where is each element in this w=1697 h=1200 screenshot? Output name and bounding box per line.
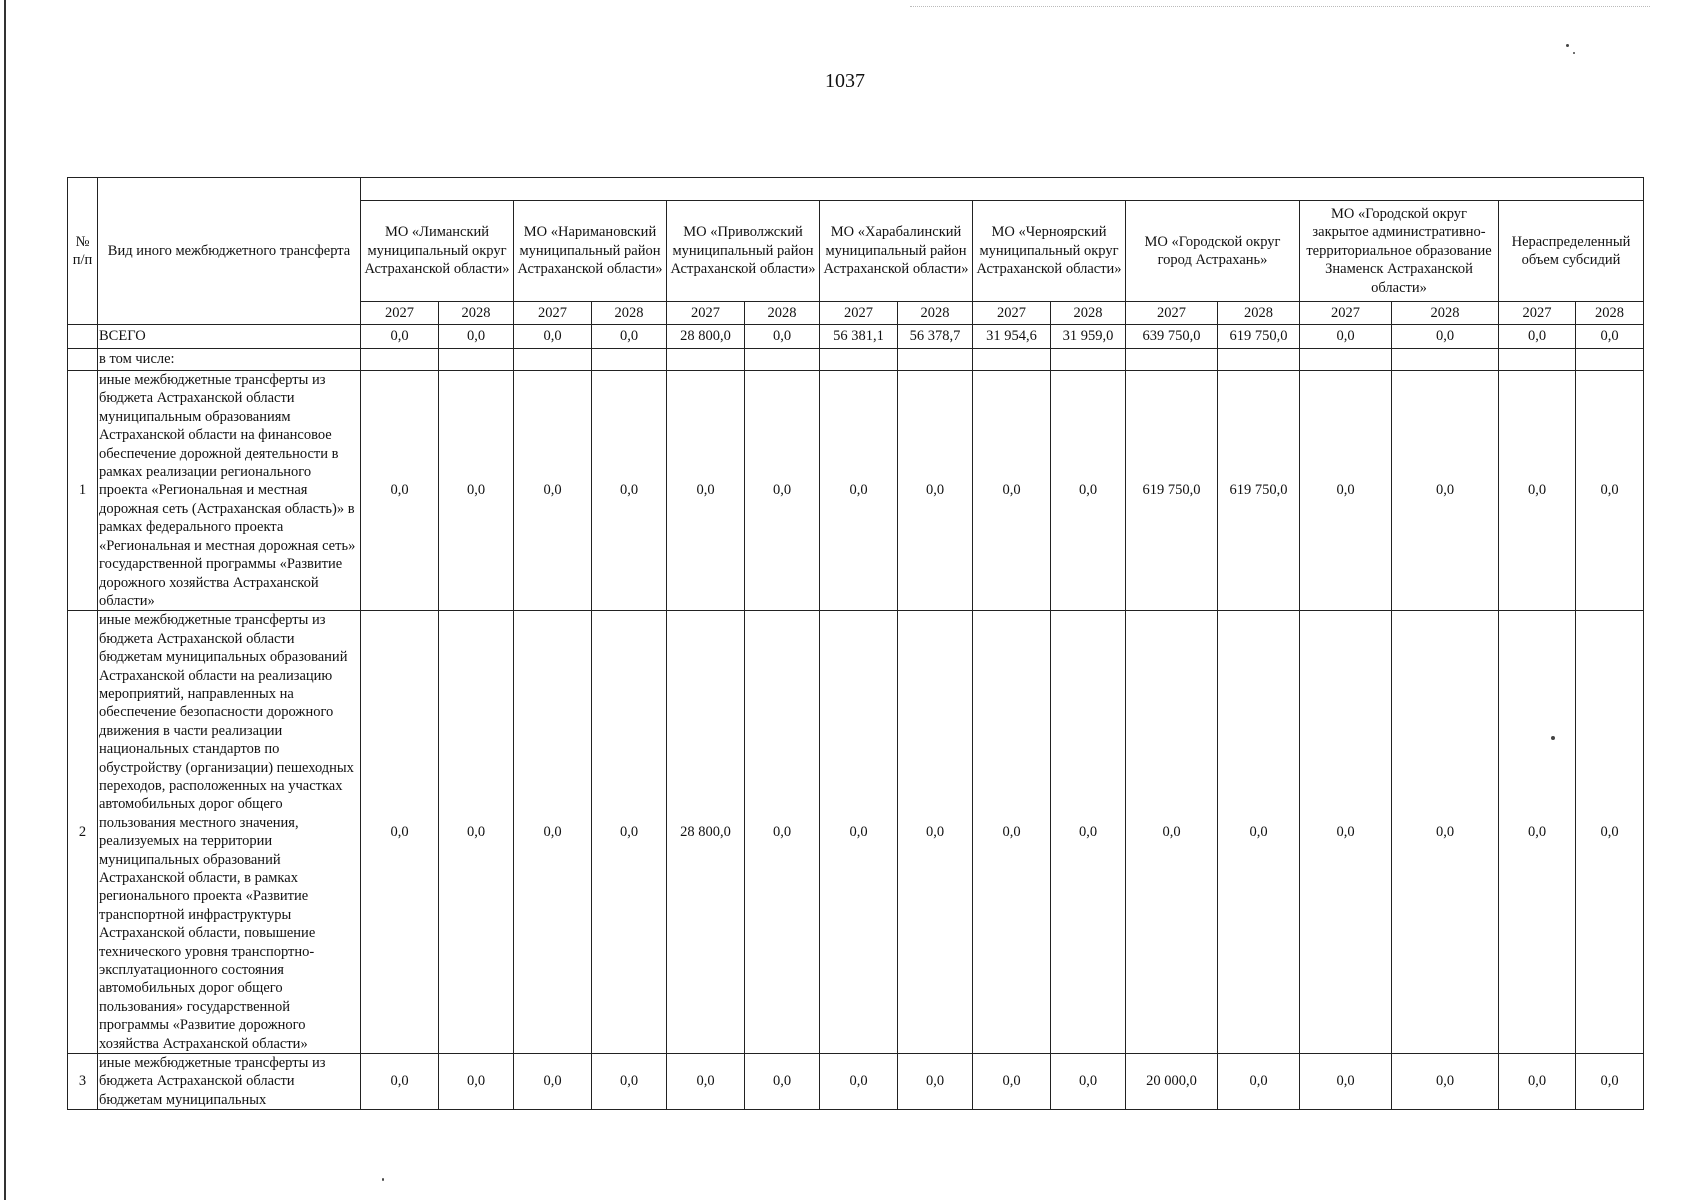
year-header: 2027 bbox=[1300, 302, 1392, 325]
row-value: 0,0 bbox=[1218, 1054, 1300, 1110]
row-value: 0,0 bbox=[1218, 611, 1300, 1054]
empty-cell bbox=[514, 349, 592, 371]
including-label: в том числе: bbox=[98, 349, 361, 371]
transfer-description: иные межбюджетные трансферты из бюджета Астраханской области бюджетам муниципальных bbox=[98, 1054, 361, 1110]
municipality-header: МО «Черноярский муниципальный округ Астраханской области» bbox=[973, 201, 1126, 302]
header-type-cell bbox=[98, 178, 361, 325]
empty-cell bbox=[1218, 349, 1300, 371]
transfer-row bbox=[68, 371, 1644, 611]
row-value: 0,0 bbox=[1499, 1054, 1576, 1110]
total-value: 56 381,1 bbox=[820, 325, 898, 349]
transfer-row bbox=[68, 611, 1644, 1054]
row-value: 619 750,0 bbox=[1126, 371, 1218, 611]
total-value: 639 750,0 bbox=[1126, 325, 1218, 349]
empty-cell bbox=[1499, 349, 1576, 371]
empty-cell bbox=[439, 349, 514, 371]
total-value: 28 800,0 bbox=[667, 325, 745, 349]
row-value: 0,0 bbox=[1576, 1054, 1644, 1110]
row-value: 0,0 bbox=[1499, 371, 1576, 611]
row-value: 0,0 bbox=[667, 371, 745, 611]
municipality-header: МО «Харабалинский муниципальный район Астраханской области» bbox=[820, 201, 973, 302]
row-value: 28 800,0 bbox=[667, 611, 745, 1054]
empty-cell bbox=[1051, 349, 1126, 371]
row-value: 0,0 bbox=[1126, 611, 1218, 1054]
row-value: 0,0 bbox=[439, 371, 514, 611]
row-value: 0,0 bbox=[514, 371, 592, 611]
scan-speck bbox=[382, 1178, 384, 1181]
total-value: 0,0 bbox=[745, 325, 820, 349]
empty-cell bbox=[667, 349, 745, 371]
year-header: 2028 bbox=[1218, 302, 1300, 325]
row-value: 0,0 bbox=[1051, 1054, 1126, 1110]
total-value: 31 959,0 bbox=[1051, 325, 1126, 349]
row-number: 1 bbox=[68, 371, 98, 611]
row-value: 0,0 bbox=[1051, 611, 1126, 1054]
empty-cell bbox=[361, 349, 439, 371]
header-group-cell bbox=[361, 178, 1644, 201]
row-value: 0,0 bbox=[592, 1054, 667, 1110]
year-header: 2028 bbox=[1392, 302, 1499, 325]
municipality-header: Нераспределенный объем субсидий bbox=[1499, 201, 1644, 302]
total-value: 31 954,6 bbox=[973, 325, 1051, 349]
including-num-cell bbox=[68, 349, 98, 371]
row-value: 0,0 bbox=[1392, 1054, 1499, 1110]
empty-cell bbox=[1300, 349, 1392, 371]
municipality-header: МО «Городской округ закрытое административно-территориальное образование Знаменск Астраханской области» bbox=[1300, 201, 1499, 302]
row-value: 0,0 bbox=[514, 1054, 592, 1110]
total-value: 0,0 bbox=[361, 325, 439, 349]
total-value: 619 750,0 bbox=[1218, 325, 1300, 349]
year-header: 2027 bbox=[820, 302, 898, 325]
row-value: 0,0 bbox=[1392, 371, 1499, 611]
row-value: 0,0 bbox=[1576, 371, 1644, 611]
row-value: 0,0 bbox=[745, 371, 820, 611]
year-header: 2028 bbox=[1576, 302, 1644, 325]
row-value: 0,0 bbox=[898, 1054, 973, 1110]
total-row bbox=[68, 325, 1644, 349]
header-type-label: Вид иного межбюджетного трансферта bbox=[107, 242, 351, 259]
empty-cell bbox=[973, 349, 1051, 371]
total-value: 0,0 bbox=[592, 325, 667, 349]
row-value: 0,0 bbox=[820, 1054, 898, 1110]
scan-left-edge-line bbox=[4, 0, 6, 1200]
year-header: 2027 bbox=[973, 302, 1051, 325]
empty-cell bbox=[898, 349, 973, 371]
scan-speck bbox=[1566, 44, 1569, 47]
empty-cell bbox=[1126, 349, 1218, 371]
row-value: 0,0 bbox=[973, 1054, 1051, 1110]
municipality-header: МО «Городской округ город Астрахань» bbox=[1126, 201, 1300, 302]
empty-cell bbox=[820, 349, 898, 371]
year-header: 2027 bbox=[1126, 302, 1218, 325]
including-row bbox=[68, 349, 1644, 371]
total-value: 0,0 bbox=[514, 325, 592, 349]
row-value: 0,0 bbox=[361, 371, 439, 611]
row-value: 0,0 bbox=[514, 611, 592, 1054]
row-value: 0,0 bbox=[1499, 611, 1576, 1054]
row-value: 0,0 bbox=[898, 611, 973, 1054]
total-value: 0,0 bbox=[1499, 325, 1576, 349]
row-value: 0,0 bbox=[1300, 1054, 1392, 1110]
total-value: 0,0 bbox=[1300, 325, 1392, 349]
transfer-description: иные межбюджетные трансферты из бюджета Астраханской области муниципальным образованиям Астраханской области на финансовое обеспечение дорожной деятельности в рамках реализации регионального проекта «Региональная и местная дорожная сеть (Астраханская область)» в рамках федерального проекта «Региональная и местная дорожная сеть» государственной программы «Развитие дорожного хозяйства Астраханской области» bbox=[98, 371, 361, 611]
row-value: 0,0 bbox=[745, 1054, 820, 1110]
header-num-cell bbox=[68, 178, 98, 325]
row-value: 0,0 bbox=[898, 371, 973, 611]
total-value: 0,0 bbox=[1576, 325, 1644, 349]
row-number: 3 bbox=[68, 1054, 98, 1110]
row-value: 0,0 bbox=[1300, 611, 1392, 1054]
total-value: 0,0 bbox=[1392, 325, 1499, 349]
row-value: 0,0 bbox=[820, 371, 898, 611]
transfer-row bbox=[68, 1054, 1644, 1110]
row-value: 0,0 bbox=[1576, 611, 1644, 1054]
row-value: 0,0 bbox=[973, 371, 1051, 611]
transfer-distribution-table bbox=[67, 177, 1644, 1110]
row-value: 0,0 bbox=[1392, 611, 1499, 1054]
row-number: 2 bbox=[68, 611, 98, 1054]
year-header: 2028 bbox=[439, 302, 514, 325]
scan-top-dotted-line bbox=[910, 6, 1650, 7]
year-header: 2027 bbox=[514, 302, 592, 325]
row-value: 0,0 bbox=[1051, 371, 1126, 611]
empty-cell bbox=[1392, 349, 1499, 371]
year-header: 2027 bbox=[1499, 302, 1576, 325]
row-value: 0,0 bbox=[1300, 371, 1392, 611]
row-value: 0,0 bbox=[439, 1054, 514, 1110]
row-value: 619 750,0 bbox=[1218, 371, 1300, 611]
header-num-label: № п/п bbox=[72, 233, 93, 269]
row-value: 0,0 bbox=[973, 611, 1051, 1054]
year-header: 2027 bbox=[667, 302, 745, 325]
year-header: 2027 bbox=[361, 302, 439, 325]
page-number: 1037 bbox=[825, 70, 865, 92]
row-value: 0,0 bbox=[667, 1054, 745, 1110]
row-value: 0,0 bbox=[745, 611, 820, 1054]
year-header: 2028 bbox=[1051, 302, 1126, 325]
municipality-header: МО «Лиманский муниципальный округ Астраханской области» bbox=[361, 201, 514, 302]
municipality-header: МО «Наримановский муниципальный район Астраханской области» bbox=[514, 201, 667, 302]
year-header: 2028 bbox=[745, 302, 820, 325]
year-header: 2028 bbox=[898, 302, 973, 325]
row-value: 0,0 bbox=[439, 611, 514, 1054]
total-value: 56 378,7 bbox=[898, 325, 973, 349]
row-value: 0,0 bbox=[592, 371, 667, 611]
row-value: 0,0 bbox=[592, 611, 667, 1054]
empty-cell bbox=[592, 349, 667, 371]
empty-cell bbox=[745, 349, 820, 371]
municipality-header: МО «Приволжский муниципальный район Астраханской области» bbox=[667, 201, 820, 302]
total-num-cell bbox=[68, 325, 98, 349]
empty-cell bbox=[1576, 349, 1644, 371]
row-value: 0,0 bbox=[820, 611, 898, 1054]
year-header: 2028 bbox=[592, 302, 667, 325]
transfer-description: иные межбюджетные трансферты из бюджета Астраханской области бюджетам муниципальных образований Астраханской области на реализацию мероприятий, направленных на обеспечение безопасности дорожного движения в части реализации национальных стандартов по обустройству (организации) пешеходных переходов, расположенных на участках автомобильных дорог общего пользования местного значения, реализуемых на территории муниципальных образований Астраханской области, в рамках регионального проекта «Развитие транспортной инфраструктуры Астраханской области, повышение технического уровня транспортно-эксплуатационного состояния автомобильных дорог общего пользования» государственной программы «Развитие дорожного хозяйства Астраханской области» bbox=[98, 611, 361, 1054]
total-value: 0,0 bbox=[439, 325, 514, 349]
scan-speck bbox=[1573, 52, 1575, 54]
header-row-top bbox=[68, 178, 1644, 201]
row-value: 20 000,0 bbox=[1126, 1054, 1218, 1110]
total-label: ВСЕГО bbox=[98, 325, 361, 349]
row-value: 0,0 bbox=[361, 611, 439, 1054]
row-value: 0,0 bbox=[361, 1054, 439, 1110]
